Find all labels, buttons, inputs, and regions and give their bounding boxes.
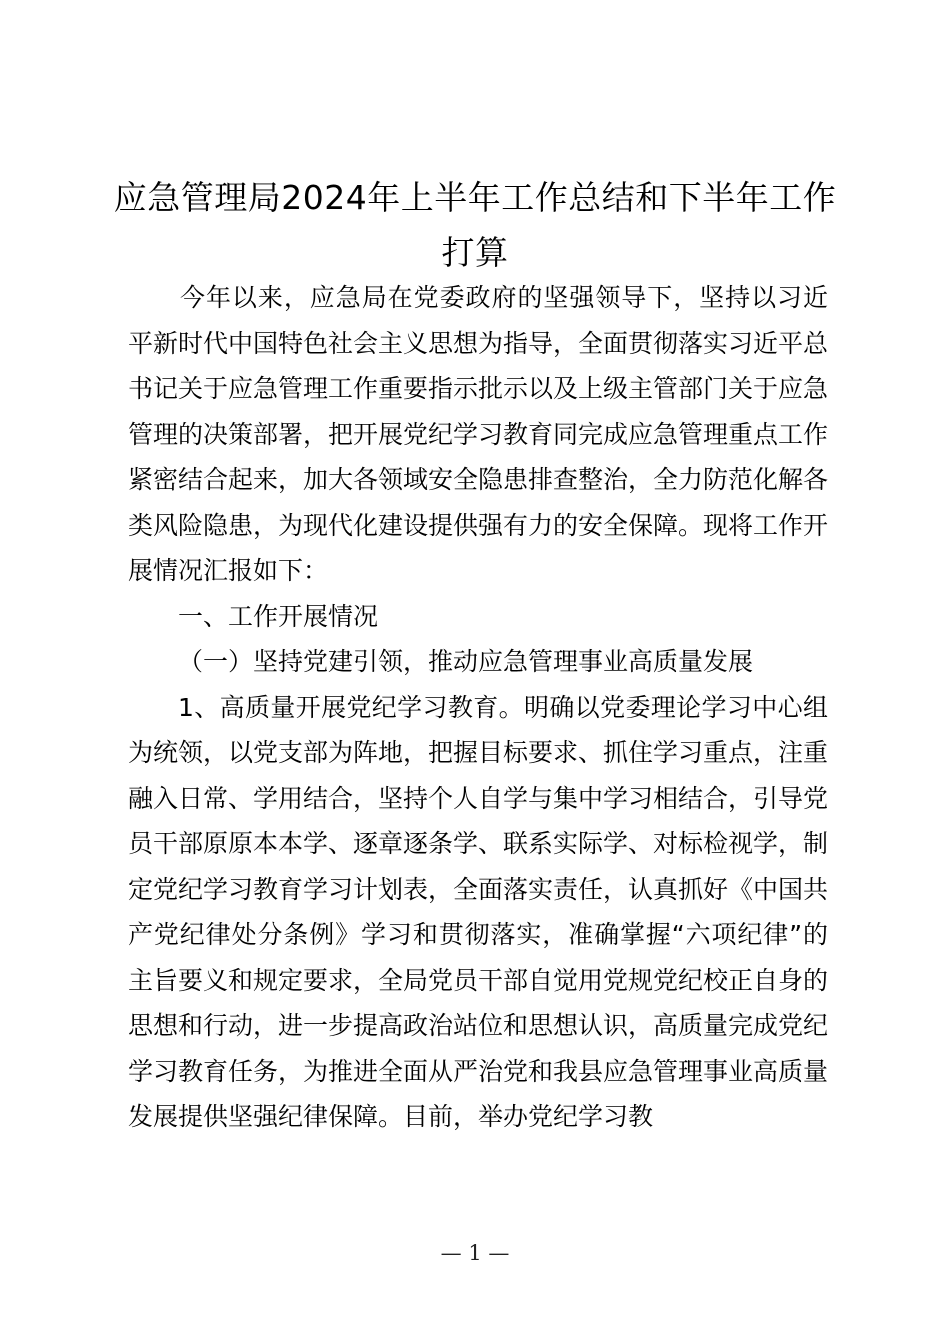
document-body [128,275,828,1140]
document-title: 应急管理局2024年上半年工作总结和下半年工作打算 [113,178,837,272]
body-paragraph: 1、高质量开展党纪学习教育。明确以党委理论学习中心组为统领，以党支部为阵地，把握目标要求、抓住学习重点，注重融入日常、学用结合，坚持个人自学与集中学习相结合，引导党员干部原原本本学、逐章逐条学、联系实际学、对标检视学，制定党纪学习教育学习计划表，全面落实责任，认真抓好《中国共产党纪律处分条例》学习和贯彻落实，准确掌握“六项纪律”的主旨要义和规定要求，全局党员干部自觉用党规党纪校正自身的思想和行动，进一步提高政治站位和思想认识，高质量完成党纪学习教育任务，为推进全面从严治党和我县应急管理事业高质量发展提供坚强纪律保障。目前，举办党纪学习教 [128,692,829,1131]
intro-paragraph: 今年以来，应急局在党委政府的坚强领导下，坚持以习近平新时代中国特色社会主义思想为指导，全面贯彻落实习近平总书记关于应急管理工作重要指示批示以及上级主管部门关于应急管理的决策部署，把开展党纪学习教育同完成应急管理重点工作紧密结合起来，加大各领域安全隐患排查整治，全力防范化解各类风险隐患，为现代化建设提供强有力的安全保障。现将工作开展情况汇报如下： [128,283,829,585]
section-heading: 一、工作开展情况 [178,601,379,631]
page-number: — 1 — [440,1241,510,1265]
subsection-heading: （一）坚持党建引领，推动应急管理事业高质量发展 [178,647,754,676]
